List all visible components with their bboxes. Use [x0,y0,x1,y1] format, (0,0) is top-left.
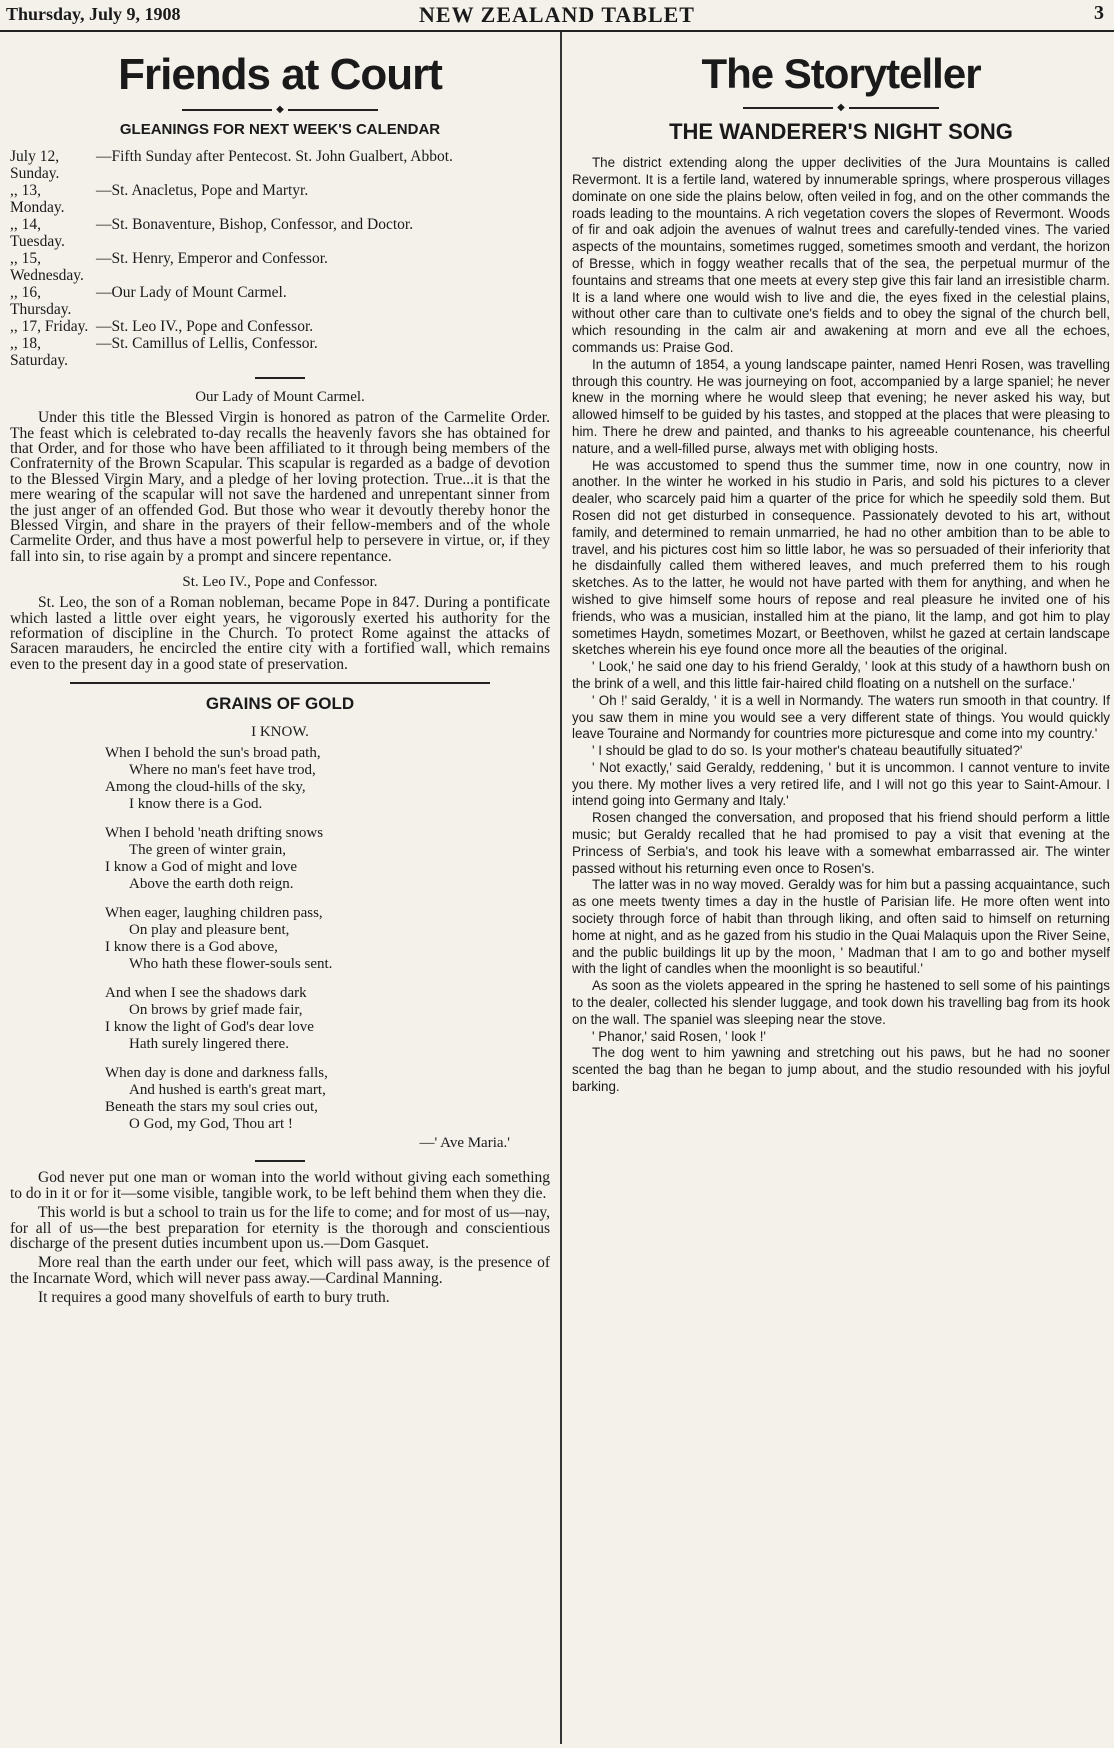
poem-stanza: When I behold the sun's broad path, Where no man's feet have trod, Among the cloud-hills of the sky, I know there is a God. [105,745,321,813]
story-paragraph: ' Not exactly,' said Geraldy, reddening, ' but it is uncommon. I cannot venture to invite you there. My mother lives a very retired life, and I will not go this year to Saint-Amour. I intend going into Germany and Italy.' [572,759,1110,809]
story-paragraph: As soon as the violets appeared in the spring he hastened to sell some of his paintings to the dealer, collected his slender luggage, and took down his travelling bag from its hook on the wall. The spaniel was sleeping near the stove. [572,978,1110,1027]
section-head-st-leo: St. Leo IV., Pope and Confessor. [182,574,378,591]
long-rule [70,682,490,684]
section-title-friends-at-court: Friends at Court [118,50,442,99]
page-header [0,0,1114,32]
story-body [572,155,1110,1096]
section-head-mount-carmel: Our Lady of Mount Carmel. [195,389,365,406]
story-paragraph: ' Look,' he said one day to his friend Geraldy, ' look at this study of a hawthorn bush on the brink of a well, and this little fair-haired child floating on a nutshell on the surface.' [572,659,1110,691]
calendar-entry: ,, 14, Tuesday. —St. Bonaventure, Bishop, Confessor, and Doctor. [10,216,414,251]
story-title: THE WANDERER'S NIGHT SONG [669,119,1013,145]
calendar-entry: ,, 17, Friday. —St. Leo IV., Pope and Confessor. [10,318,314,336]
short-rule [255,377,305,379]
calendar-list [10,148,550,369]
story-paragraph: The dog went to him yawning and stretching out his paws, but he had no sooner scented the bag than he began to jump about, and the studio resounded with his joyful barking. [572,1045,1110,1095]
story-paragraph: ' Oh !' said Geraldy, ' it is a well in Normandy. The waters run smooth in that country. If you saw them in mine you would see a very different state of things. You would quickly leave Touraine and Normandy for countries more picturesque and come into my country.' [572,692,1110,742]
grains-of-gold-head: GRAINS OF GOLD [205,694,355,714]
page-number: 3 [1094,2,1104,24]
right-column [572,36,1110,1744]
story-paragraph: He was accustomed to spend thus the summer time, now in one country, now in another. In the winter he worked in his studio in Paris, and sold his pictures to a clever dealer, who scarcely paid him a quarter of the price for which he speedily sold them. But Rosen did not get disturbed in consequence. Passionately devoted to his art, without family, and determined to remain unmarried, he had no other ambition than to be able to travel, and his pictures cost him so little labor, he was so persuaded of their inferiority that he disdainfully called them withered leaves, and much preferred them to his rough sketches. As to the latter, he would not have parted with them for anything, and when he wished to give himself some hours of repose and real pleasure he invited one of his friends, who was a musician, installed him at the piano, lit the lamp, and got him to play sometimes Haydn, sometimes Mozart, or Beethoven, whilst he gazed at certain landscape sketches wherein his eye found once more all the beauties of the original. [572,457,1110,658]
issue-date: Thursday, July 9, 1908 [6,4,181,24]
article-mount-carmel: Under this title the Blessed Virgin is honored as patron of the Carmelite Order. The feast which is celebrated to-day recalls the heavenly favors she has obtained for that Order, and for those who have been affiliated to it through being members of the Confraternity of the Brown Scapular. This scapular is regarded as a badge of devotion to the Blessed Virgin Mary, and a pledge of her loving protection. True...it is that the mere wearing of the scapular will not save the hardened and unrepentant sinner from the just anger of an offended God. But those who wear it devoutly thereby honor the Blessed Virgin, and share in the prayers of their fellow-members and of the whole Carmelite Order, and thus have a most powerful help to persevere in virtue, or, if they fall into sin, to rise again by a prompt and sincere repentance. [10,409,550,565]
story-paragraph: ' I should be glad to do so. Is your mother's chateau beautifully situated?' [592,743,1023,759]
calendar-entry: July 12, Sunday. —Fifth Sunday after Pentecost. St. John Gualbert, Abbot. [10,148,453,183]
masthead: NEW ZEALAND TABLET [419,2,695,27]
poem-stanza: When I behold 'neath drifting snows The green of winter grain, I know a God of might and love Above the earth doth reign. [105,825,324,893]
poem-attribution: —' Ave Maria.' [419,1135,510,1152]
ornament-divider: ◆ [572,102,1110,113]
left-column [10,36,550,1744]
article-st-leo: St. Leo, the son of a Roman nobleman, became Pope in 847. During a pontificate which lasted a little over eight years, he vigorously exerted his authority for the reformation of discipline in the Church. To protect Rome against the attacks of Saracen marauders, he encircled the entire city with a fortified wall, which remains even to the present day in a good state of preservation. [10,594,550,673]
story-paragraph: The latter was in no way moved. Geraldy was for him but a passing acquaintance, such as one meets twenty times a day in the hustle of Parisian life. He more often went into society through force of habit than through liking, and often said to himself on returning home at night, and as he gazed from his studio in the Quai Malaquis upon the River Seine, and the public buildings lit up by the moon, ' Madman that I am to go and bother myself with the light of candles when the moonlight is so beautiful.' [572,877,1110,977]
calendar-entry: ,, 16, Thursday. —Our Lady of Mount Carmel. [10,284,287,319]
story-paragraph: The district extending along the upper declivities of the Jura Mountains is called Revermont. It is a fertile land, watered by innumerable springs, where prosperous villages dominate on one side the plains below, often veiled in fog, and on the other commands the roads leading to the mountains. A rich vegetation covers the slopes of Revermont. Woods of fir and oak adjoin the avenues of walnut trees and carefully-tended vines. The varied aspects of the mountains, sometimes rugged, sometimes smooth and verdant, the horizon of Bresse, which in foggy weather recalls that of the sea, the perpetual murmur of the fountains and streams that one meets at every step give this fair land an irresistible charm. It is a land where one would wish to live and die, the eyes fixed in the celestial plains, without other care than to cultivate one's fields and to obey the signal of the church bell, which resounding in the calm air and awakening at morn and eve all the echoes, commands us: Praise God. [572,155,1110,355]
short-rule [255,1160,305,1162]
ornament-divider: ◆ [10,104,550,115]
calendar-entry: ,, 18, Saturday. —St. Camillus of Lellis, Confessor. [10,335,318,370]
poem-title: I KNOW. [251,724,309,741]
calendar-entry: ,, 15, Wednesday. —St. Henry, Emperor and Confessor. [10,250,328,285]
poem-stanza: When eager, laughing children pass, On play and pleasure bent, I know there is a God above, Who hath these flower-souls sent. [105,905,333,973]
story-paragraph: In the autumn of 1854, a young landscape painter, named Henri Rosen, was travelling through this country. He was journeying on foot, accompanied by a large spaniel; he never knew in the morning where he would sleep that evening; he never asked his way, but allowed himself to be guided by his tastes, and stopped at the places that were pleasing to him. There he drew and painted, and thanks to his agreeable countenance, his cheerful nature, and a well-filled purse, always met with obliging hosts. [572,356,1110,456]
poem-stanza: And when I see the shadows dark On brows by grief made fair, I know the light of God's dear love Hath surely lingered there. [105,985,314,1053]
paragraph: It requires a good many shovelfuls of earth to bury truth. [38,1289,390,1307]
story-paragraph: Rosen changed the conversation, and proposed that his friend should perform a little music; but Geraldy recalled that he had promised to pay a visit that evening at the Princess of Serbia's, and took his leave with a somewhat embarrassed air. The winter passed without his returning even once to Rosen's. [572,810,1110,876]
paragraph: More real than the earth under our feet, which will pass away, is the presence of the Incarnate Word, which will never pass away.—Cardinal Manning. [10,1254,550,1287]
column-divider [560,32,562,1744]
poem-stanza: When day is done and darkness falls, And hushed is earth's great mart, Beneath the stars my soul cries out, O God, my God, Thou art ! [105,1065,328,1133]
story-paragraph: ' Phanor,' said Rosen, ' look !' [592,1028,766,1044]
calendar-entry: ,, 13, Monday. —St. Anacletus, Pope and Martyr. [10,182,309,217]
paragraph: This world is but a school to train us for the life to come; and for most of us—nay, for all of us—the best preparation for eternity is the thorough and conscientious discharge of the present duties incumbent upon us.—Dom Gasquet. [10,1204,550,1252]
section-title-storyteller: The Storyteller [701,50,981,97]
calendar-subtitle: GLEANINGS FOR NEXT WEEK'S CALENDAR [119,121,441,139]
paragraph: God never put one man or woman into the world without giving each something to do in it or for it—some visible, tangible work, to be left behind them when they die. [10,1169,550,1202]
